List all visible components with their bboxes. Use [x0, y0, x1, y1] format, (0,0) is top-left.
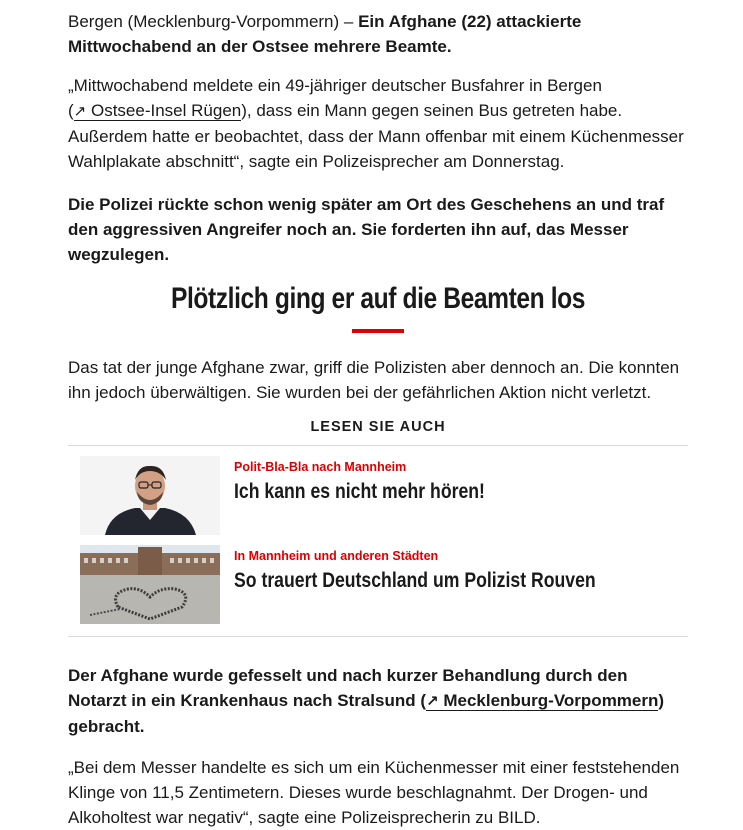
read-also-list [68, 445, 688, 637]
teaser-thumbnail-square [80, 545, 220, 624]
article-body [68, 0, 688, 830]
subheadline-accent-bar [352, 329, 404, 333]
teaser-kicker: Polit-Bla-Bla nach Mannheim [234, 460, 407, 474]
teaser-kicker: In Mannheim und anderen Städten [234, 549, 439, 563]
quote-text-end: ), dass ein Mann gegen seinen Bus getreten habe. Außerdem hatte er beobachtet, dass der Mann offenbar mit einem Küchenmesser Wahlplakate abschnitt“, sagte ein Polizeisprecher am Donnerstag. [68, 101, 684, 171]
city-square-heart-image [80, 545, 220, 624]
quote-police-spokeswoman: „Bei dem Messer handelte es sich um ein Küchenmesser mit einer feststehenden Klinge von 11,5 Zentimetern. Dieses wurde beschlagnahmt. Der Drogen- und Alkoholtest war negativ“, sagte eine Polizeisprecherin zu BILD. [68, 758, 680, 827]
link-mecklenburg-label: Mecklenburg-Vorpommern [443, 691, 659, 710]
tied-text-end: ) gebracht. [68, 691, 665, 736]
quote-text-start: „Mittwochabend meldete ein 49-jähriger deutscher Busfahrer in Bergen ( [68, 76, 602, 120]
quote-bus-driver [68, 73, 688, 174]
man-portrait-image [80, 456, 220, 535]
read-also-label: LESEN SIE AUCH [310, 419, 446, 435]
afghan-paragraph: Das tat der junge Afghane zwar, griff die Polizisten aber dennoch an. Die konnten ihn jedoch überwältigen. Sie wurden bei der gefährlichen Aktion nicht verletzt. [68, 358, 680, 402]
teaser-thumbnail-portrait [80, 456, 220, 535]
link-ruegen[interactable] [74, 101, 242, 121]
external-arrow-icon: ↗ [426, 693, 439, 710]
subheadline: Plötzlich ging er auf die Beamten los [170, 282, 586, 315]
teaser-item[interactable] [80, 456, 688, 535]
teaser-headline[interactable]: Ich kann es nicht mehr hören! [234, 480, 485, 503]
external-arrow-icon: ↗ [73, 103, 87, 120]
link-mecklenburg[interactable] [426, 691, 658, 711]
police-paragraph: Die Polizei rückte schon wenig später am Ort des Geschehens an und traf den aggressiven Angreifer noch an. Sie forderten ihn auf, das Messer wegzulegen. [68, 195, 665, 264]
lead-bold: Ein Afghane (22) attackierte Mittwochabend an der Ostsee mehrere Beamte. [68, 12, 582, 56]
link-ruegen-label: Ostsee-Insel Rügen [90, 101, 242, 120]
tied-text-start: Der Afghane wurde gefesselt und nach kurzer Behandlung durch den Notarzt in ein Krankenhaus nach Stralsund ( [68, 666, 628, 710]
tied-paragraph [68, 663, 688, 739]
teaser-item[interactable] [80, 545, 688, 624]
dateline: Bergen (Mecklenburg-Vorpommern) – [68, 12, 359, 31]
lead-paragraph [68, 9, 688, 59]
teaser-headline[interactable]: So trauert Deutschland um Polizist Rouven [234, 569, 596, 592]
